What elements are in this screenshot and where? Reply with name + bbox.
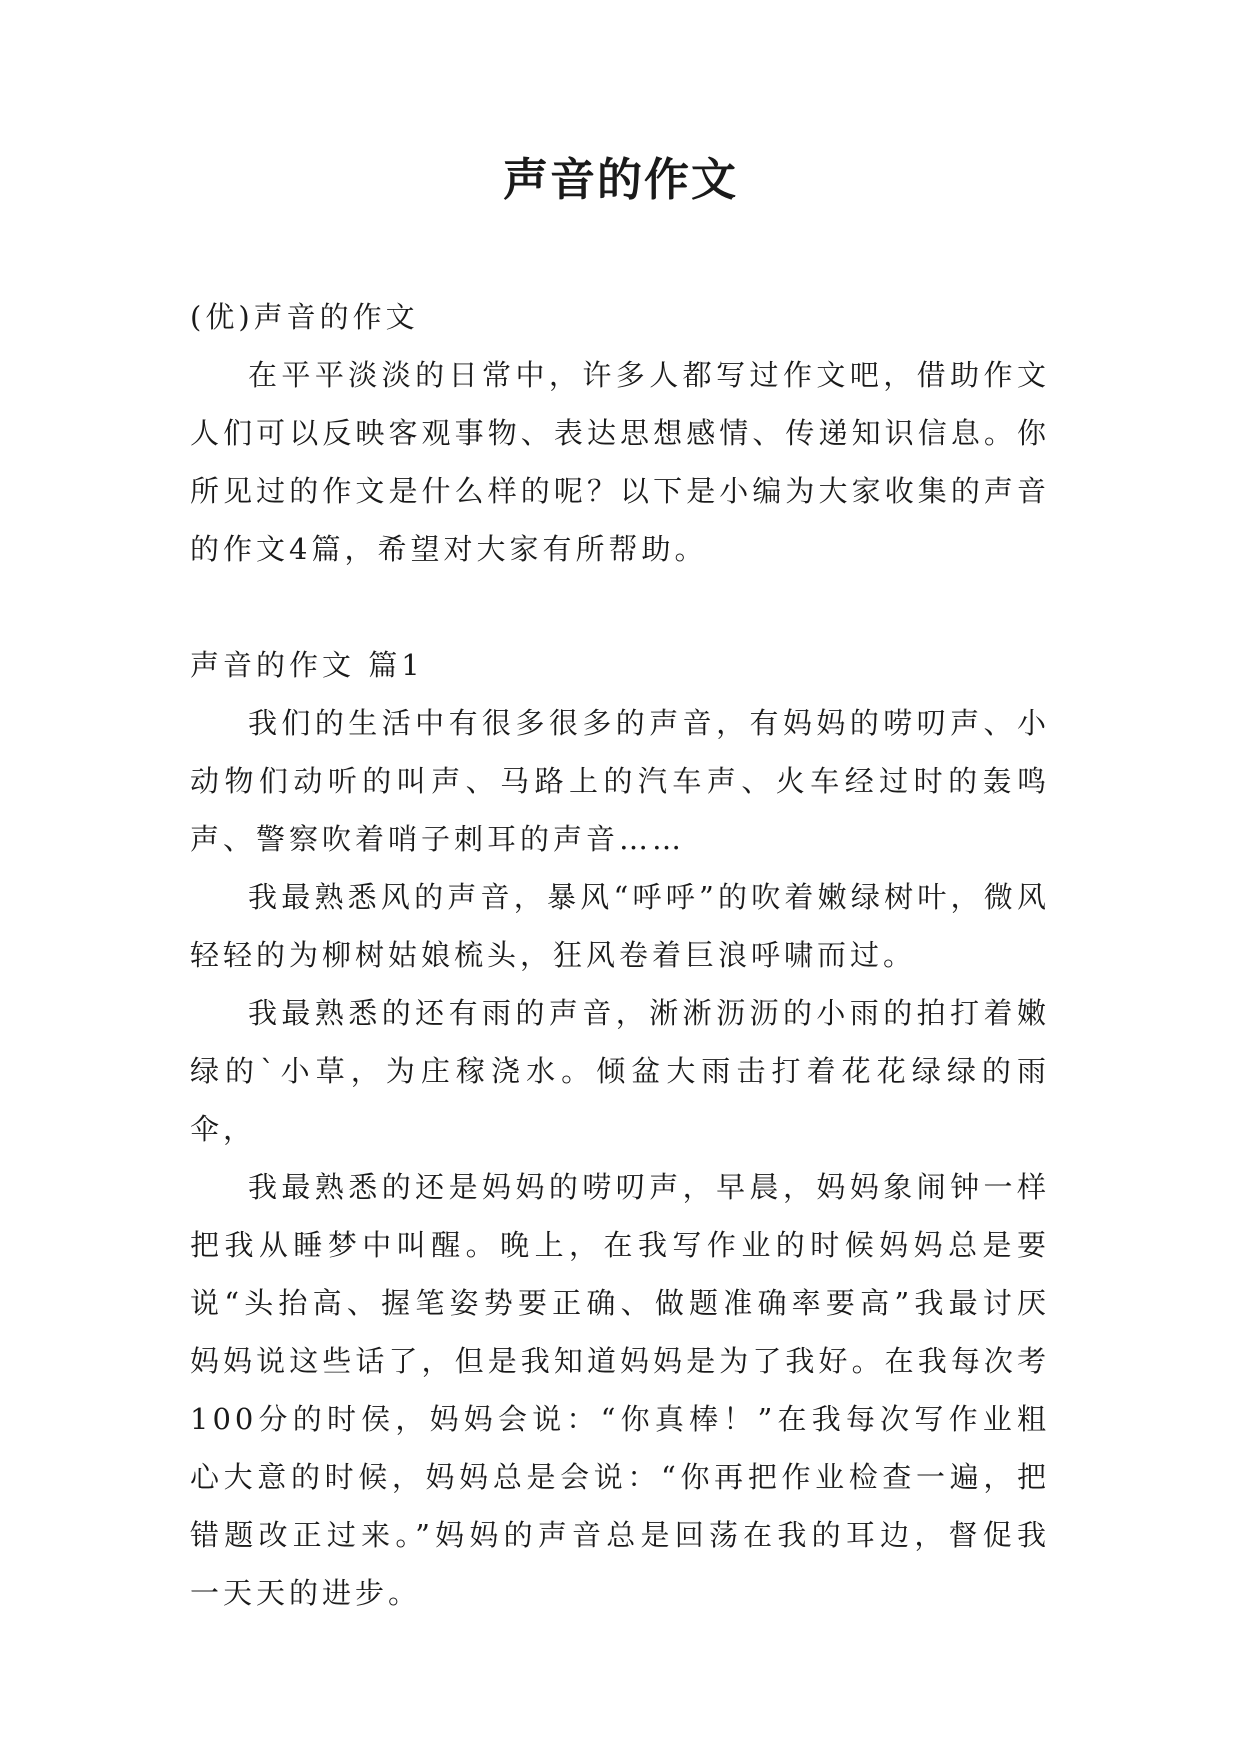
document-body [190, 288, 1050, 1622]
document-subtitle: (优)声音的作文 [190, 300, 419, 334]
document-title: 声音的作文 [502, 153, 738, 206]
body-paragraph-1: 我们的生活中有很多很多的声音，有妈妈的唠叨声、小动物们动听的叫声、马路上的汽车声、火车经过时的轰鸣声、警察吹着哨子刺耳的声音…… [190, 706, 1050, 856]
body-paragraph-2: 我最熟悉风的声音，暴风“呼呼”的吹着嫩绿树叶，微风轻轻的为柳树姑娘梳头，狂风卷着巨浪呼啸而过。 [190, 880, 1050, 972]
body-paragraph-3: 我最熟悉的还有雨的声音，淅淅沥沥的小雨的拍打着嫩绿的`小草，为庄稼浇水。倾盆大雨击打着花花绿绿的雨伞， [190, 996, 1050, 1146]
section-heading: 声音的作文 篇1 [190, 648, 424, 682]
body-paragraph-4: 我最熟悉的还是妈妈的唠叨声，早晨，妈妈象闹钟一样把我从睡梦中叫醒。晚上，在我写作业的时候妈妈总是要说“头抬高、握笔姿势要正确、做题准确率要高”我最讨厌妈妈说这些话了，但是我知道妈妈是为了我好。在我每次考100分的时侯，妈妈会说：“你真棒！”在我每次写作业粗心大意的时候，妈妈总是会说：“你再把作业检查一遍，把错题改正过来。”妈妈的声音总是回荡在我的耳边，督促我一天天的进步。 [190, 1170, 1050, 1610]
intro-paragraph: 在平平淡淡的日常中，许多人都写过作文吧，借助作文人们可以反映客观事物、表达思想感情、传递知识信息。你所见过的作文是什么样的呢？以下是小编为大家收集的声音的作文4篇，希望对大家有所帮助。 [190, 358, 1050, 566]
